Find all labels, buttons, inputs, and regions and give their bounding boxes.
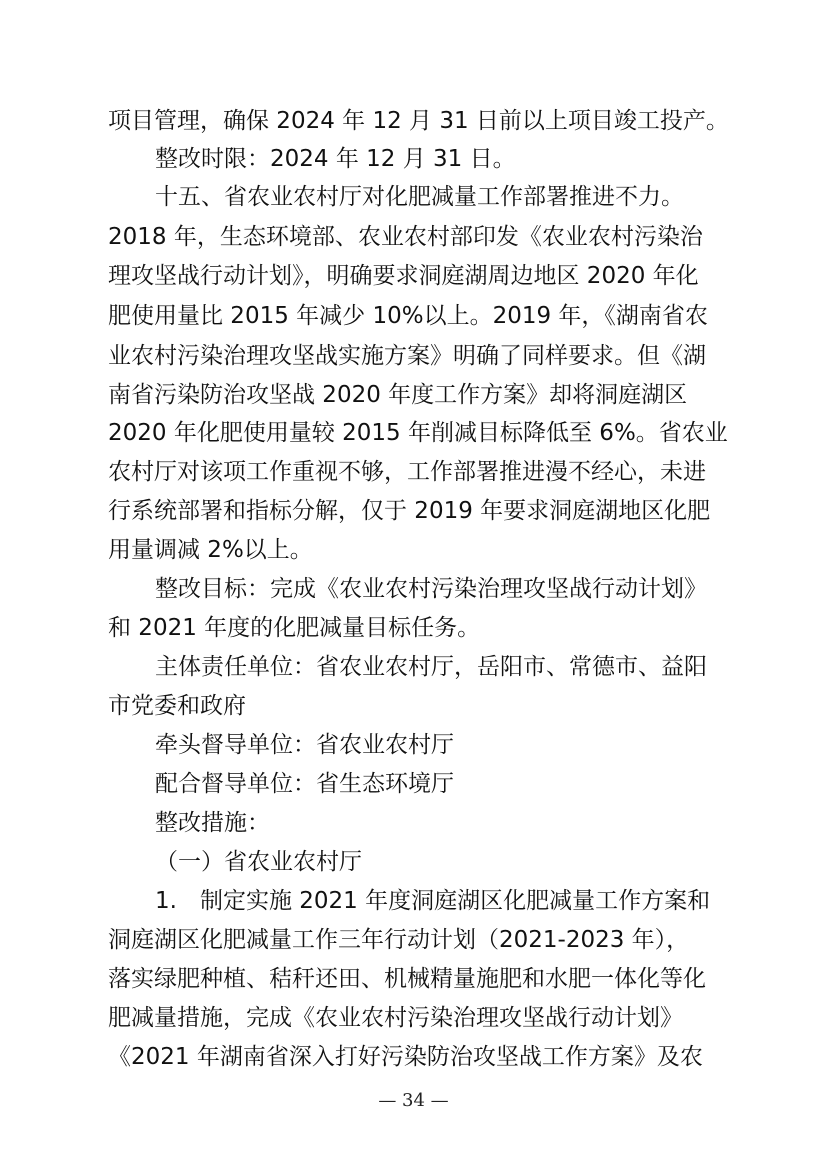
text-line: 《2021 年湖南省深入打好污染防治攻坚战工作方案》及农: [108, 1044, 703, 1070]
text-line: 行系统部署和指标分解，仅于 2019 年要求洞庭湖地区化肥: [108, 498, 711, 524]
text-line: 理攻坚战行动计划》，明确要求洞庭湖周边地区 2020 年化: [108, 263, 699, 289]
text-line: 项目管理，确保 2024 年 12 月 31 日前以上项目竣工投产。: [108, 108, 729, 134]
text-line: 南省污染防治攻坚战 2020 年度工作方案》却将洞庭湖区: [108, 382, 688, 408]
text-line: 配合督导单位：省生态环境厅: [155, 771, 454, 797]
text-line: 整改目标：完成《农业农村污染治理攻坚战行动计划》: [155, 576, 707, 602]
text-line: 肥使用量比 2015 年减少 10%以上。2019 年，《湖南省农: [108, 303, 708, 329]
text-line: 整改措施：: [155, 810, 270, 836]
text-line: （一）省农业农村厅: [155, 849, 362, 875]
text-line: 主体责任单位：省农业农村厅，岳阳市、常德市、益阳: [155, 654, 707, 680]
text-line: 2020 年化肥使用量较 2015 年削减目标降低至 6%。省农业: [108, 420, 728, 446]
text-line: 农村厅对该项工作重视不够，工作部署推进漫不经心，未进: [108, 459, 706, 485]
text-line: 落实绿肥种植、秸秆还田、机械精量施肥和水肥一体化等化: [108, 966, 706, 992]
text-line: 肥减量措施，完成《农业农村污染治理攻坚战行动计划》: [108, 1005, 683, 1031]
text-line: 2018 年，生态环境部、农业农村部印发《农业农村污染治: [108, 224, 703, 250]
text-line: 用量调减 2%以上。: [108, 537, 313, 563]
text-line: 洞庭湖区化肥减量工作三年行动计划（2021-2023 年），: [108, 927, 690, 953]
text-line: 整改时限：2024 年 12 月 31 日。: [155, 146, 516, 172]
section-heading: 十五、省农业农村厅对化肥减量工作部署推进不力。: [155, 184, 684, 210]
text-line: 业农村污染治理攻坚战实施方案》明确了同样要求。但《湖: [108, 343, 706, 369]
text-line: 和 2021 年度的化肥减量目标任务。: [108, 615, 481, 641]
text-line: 1. 制定实施 2021 年度洞庭湖区化肥减量工作方案和: [155, 888, 711, 914]
text-line: 市党委和政府: [108, 693, 246, 719]
text-line: 牵头督导单位：省农业农村厅: [155, 732, 454, 758]
page-number: — 34 —: [378, 1090, 449, 1111]
